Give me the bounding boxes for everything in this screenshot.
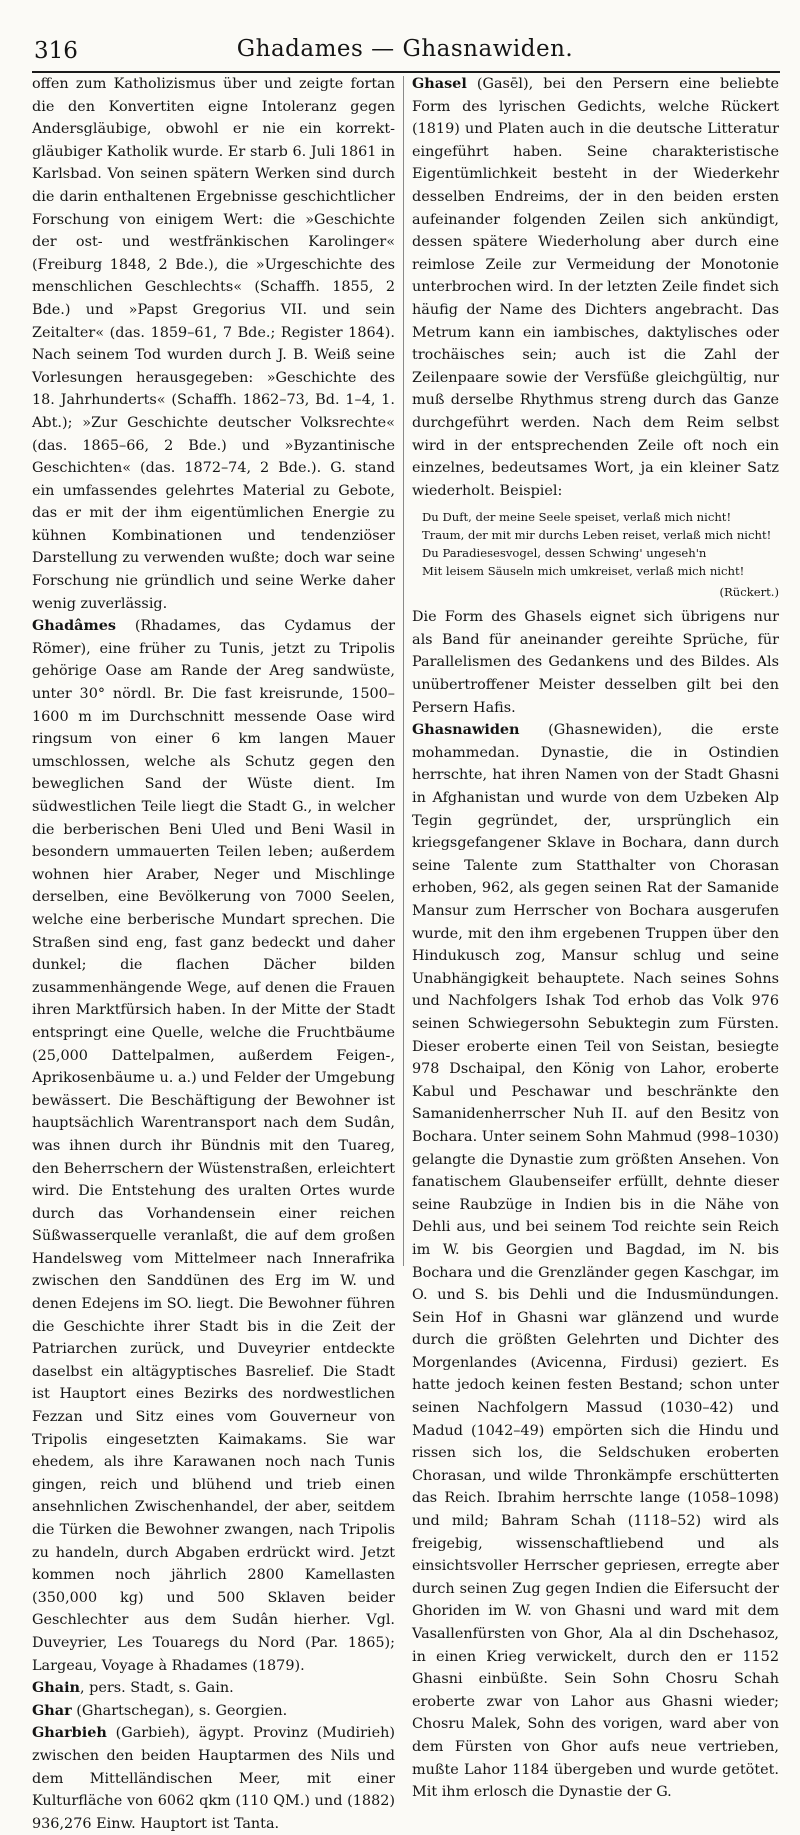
entry-gharbieh xyxy=(32,1722,395,1835)
running-title: Ghadames — Ghasnawiden. xyxy=(236,36,574,62)
left-column xyxy=(32,73,395,1835)
entry-ghasnawiden-text: (Ghasnewiden), die erste mohammedan. Dynastie, die in Ostindien herrschte, hat ihren Namen von der Stadt Ghasni in Afghanistan und wurde von dem Uzbeken Alp Tegin gegründet, der, ursprünglich ein kriegsgefangener Sklave in Bochara, dann durch seine Talente zum Statthalter von Chorasan erhoben, 962, als gegen seinen Rat der Samanide Mansur zum Herrscher von Bochara ausgerufen wurde, mit den ihm ergebenen Truppen über den Hindukusch zog, Mansur schlug und seine Unabhängigkeit behauptete. Nach seines Sohns und Nachfolgers Ishak Tod erhob das Volk 976 seinen Schwiegersohn Sebuktegin zum Fürsten. Dieser eroberte einen Teil von Seistan, besiegte 978 Dschaipal, den König von Lahor, eroberte Kabul und Peschawar und beschränkte den Samanidenherrscher Nuh II. auf den Besitz von Bochara. Unter seinem Sohn Mahmud (998–1030) gelangte die Dynastie zum größten Ansehen. Von fanatischem Glaubenseifer erfüllt, dehnte dieser seine Raubzüge in Indien bis in die Nähe von Dehli aus, und bei seinem Tod reichte sein Reich im W. bis Georgien und Bagdad, im N. bis Bochara und die Grenzländer gegen Kaschgar, im O. und S. bis Dehli und die Indusmündungen. Sein Hof in Ghasni war glänzend und wurde durch die größten Gelehrten und Dichter des Morgenlandes (Avicenna, Firdusi) geziert. Es hatte jedoch keinen festen Bestand; schon unter seinen Nachfolgern Massud (1030–42) und Madud (1042–49) empörten sich die Hindu und rissen sich los, die Seldschuken eroberten Chorasan, und wilde Thronkämpfe erschütterten das Reich. Ibrahim herrschte lange (1058–1098) und mild; Bahram Schah (1118–52) wird als freigebig, wissenschaftliebend und als einsichtsvoller Herrscher gepriesen, erregte aber durch seinen Zug gegen Indien die Eifersucht der Ghoriden im W. von Ghasni und ward mit dem Vasallenfürsten von Ghor, Ala al din Dschehasoz, in einen Krieg verwickelt, durch den er 1152 Ghasni einbüßte. Sein Sohn Chosru Schah eroberte zwar von Lahor aus Ghasni wieder; Chosru Malek, Sohn des vorigen, ward aber von dem Fürsten von Ghor aufs neue vertrieben, mußte Lahor 1184 übergeben und wurde getötet. Mit ihm erlosch die Dynastie der G. xyxy=(412,722,779,1801)
headword-ghar: Ghar xyxy=(32,1701,72,1719)
entry-ghain xyxy=(32,1677,395,1700)
entry-ghadames-text: (Rhadames, das Cydamus der Römer), eine früher zu Tunis, jetzt zu Tripolis gehörige Oase am Rande der Areg sandwüste, unter 30° nördl. Br. Die fast kreisrunde, 1500–1600 m im Durchschnitt messende Oase wird ringsum von einer 6 km langen Mauer umschlossen, welche als Schutz gegen den beweglichen Sand der Wüste dient. Im südwestlichen Teile liegt die Stadt G., in welcher die berberischen Beni Uled und Beni Wasil in besondern ummauerten Teilen leben; außerdem wohnen hier Araber, Neger und Mischlinge derselben, eine Bevölkerung von 7000 Seelen, welche eine berberische Mundart sprechen. Die Straßen sind eng, fast ganz bedeckt und daher dunkel; die flachen Dächer bilden zusammenhängende Wege, auf denen die Frauen ihren Marktfürsich haben. In der Mitte der Stadt entspringt eine Quelle, welche die Fruchtbäume (25,000 Dattelpalmen, außerdem Feigen-, Aprikosenbäume u. a.) und Felder der Umgebung bewässert. Die Beschäftigung der Bewohner ist hauptsächlich Warentransport nach dem Sudân, was ihnen durch ihr Bündnis mit den Tuareg, den Beherrschern der Wüstenstraßen, erleichtert wird. Die Entstehung des uralten Ortes wurde durch das Vorhandensein einer reichen Süßwasserquelle veranlaßt, die auf dem großen Handelsweg vom Mittelmeer nach Innerafrika zwischen den Sanddünen des Erg im W. und denen Edejens im SO. liegt. Die Bewohner führen die Geschichte ihrer Stadt bis in die Zeit der Patriarchen zurück, und Duveyrier entdeckte daselbst ein altägyptisches Basrelief. Die Stadt ist Hauptort eines Bezirks des nordwestlichen Fezzan und Sitz eines vom Gouverneur von Tripolis eingesetzten Kaimakams. Sie war ehedem, als ihre Karawanen noch nach Tunis gingen, reich und blühend und trieb einen ansehnlichen Zwischenhandel, der aber, seitdem die Türken die Bewohner zwangen, nach Tripolis zu handeln, durch Abgaben erdrückt wird. Jetzt kommen noch jährlich 2800 Kamellasten (350,000 kg) und 500 Sklaven beider Geschlechter aus dem Sudân hierher. Vgl. Duveyrier, Les Touaregs du Nord (Par. 1865); Largeau, Voyage à Rhadames (1879). xyxy=(32,618,395,1674)
column-separator xyxy=(403,76,404,1266)
headword-ghain: Ghain xyxy=(32,1679,81,1697)
entry-gfroerer-continuation: offen zum Katholizismus über und zeigte fortan die den Konvertiten eigne Intoleranz gegen Andersgläubige, obwohl er nie ein korrekt-gläubiger Katholik wurde. Er starb 6. Juli 1861 in Karlsbad. Von seinen spätern Werken sind durch die darin enthaltenen Ergebnisse geschichtlicher Forschung von einigem Wert: die »Geschichte der ost- und westfränkischen Karolinger« (Freiburg 1848, 2 Bde.), die »Urgeschichte des menschlichen Geschlechts« (Schaffh. 1855, 2 Bde.) und »Papst Gregorius VII. und sein Zeitalter« (das. 1859–61, 7 Bde.; Register 1864). Nach seinem Tod wurden durch J. B. Weiß seine Vorlesungen herausgegeben: »Geschichte des 18. Jahrhunderts« (Schaffh. 1862–73, Bd. 1–4, 1. Abt.); »Zur Geschichte deutscher Volksrechte« (das. 1865–66, 2 Bde.) und »Byzantinische Geschichten« (das. 1872–74, 2 Bde.). G. stand ein umfassendes gelehrtes Material zu Gebote, das er mit der ihm eigentümlichen Energie zu kühnen Kombinationen und tendenziöser Darstellung zu verwenden wußte; doch war seine Forschung nie gründlich und seine Werke daher wenig zuverlässig. xyxy=(32,76,395,612)
entry-ghadames xyxy=(32,615,395,1677)
entry-ghasel-text: (Gasēl), bei den Persern eine beliebte Form des lyrischen Gedichts, welche Rückert (1819) und Platen auch in die deutsche Litteratur eingeführt haben. Seine charakteristische Eigentümlichkeit besteht in der Wiederkehr desselben Endreims, der in den beiden ersten aufeinander folgenden Zeilen sich ankündigt, dessen spätere Wiederholung aber durch eine reimlose Zeile zur Vermeidung der Monotonie unterbrochen wird. In der letzten Zeile findet sich häufig der Name des Dichters angebracht. Das Metrum kann ein iambisches, daktylisches oder trochäisches sein; auch ist die Zahl der Zeilenpaare sowie der Versfüße gleichgültig, nur muß derselbe Rhythmus streng durch das Ganze durchgeführt werden. Nach dem Reim selbst wird in der entsprechenden Zeile oft noch ein einzelnes, bedeutsames Wort, ja ein kleiner Satz wiederholt. Beispiel: xyxy=(412,76,779,499)
entry-ghar-text: (Ghartschegan), s. Georgien. xyxy=(71,1702,288,1719)
poem-example xyxy=(422,508,779,580)
right-column xyxy=(412,73,779,1804)
poem-attribution: (Rückert.) xyxy=(719,585,779,600)
headword-ghadames: Ghadâmes xyxy=(32,617,116,635)
headword-gharbieh: Gharbieh xyxy=(32,1724,107,1742)
entry-ghain-text: , pers. Stadt, s. Gain. xyxy=(80,1680,234,1697)
entry-gharbieh-text: (Garbieh), ägypt. Provinz (Mudirieh) zwischen den beiden Hauptarmen des Nils und dem Mittelländischen Meer, mit einer Kulturfläche von 6062 qkm (110 QM.) und (1882) 936,276 Einw. Hauptort ist Tanta. xyxy=(32,1725,395,1832)
entry-ghasnawiden xyxy=(412,719,779,1804)
headword-ghasel: Ghasel xyxy=(412,75,467,92)
poem-line: Du Duft, der meine Seele speiset, verlaß mich nicht! xyxy=(422,510,732,525)
page-number: 316 xyxy=(34,38,78,64)
entry-ghasel xyxy=(412,73,779,502)
poem-line: Du Paradiesesvogel, dessen Schwing' ungeseh'n xyxy=(422,546,707,561)
poem-line: Traum, der mit mir durchs Leben reiset, verlaß mich nicht! xyxy=(422,528,772,543)
page-header xyxy=(30,30,780,70)
entry-ghar xyxy=(32,1700,395,1723)
headword-ghasnawiden: Ghasnawiden xyxy=(412,721,520,739)
entry-ghasel-continuation: Die Form des Ghasels eignet sich übrigens nur als Band für aneinander gereihte Sprüche, für Parallelismen des Gedankens und des Bildes. Als unübertroffener Meister desselben gilt bei den Persern Hafis. xyxy=(412,609,779,716)
poem-line: Mit leisem Säuseln mich umkreiset, verlaß mich nicht! xyxy=(422,564,745,579)
